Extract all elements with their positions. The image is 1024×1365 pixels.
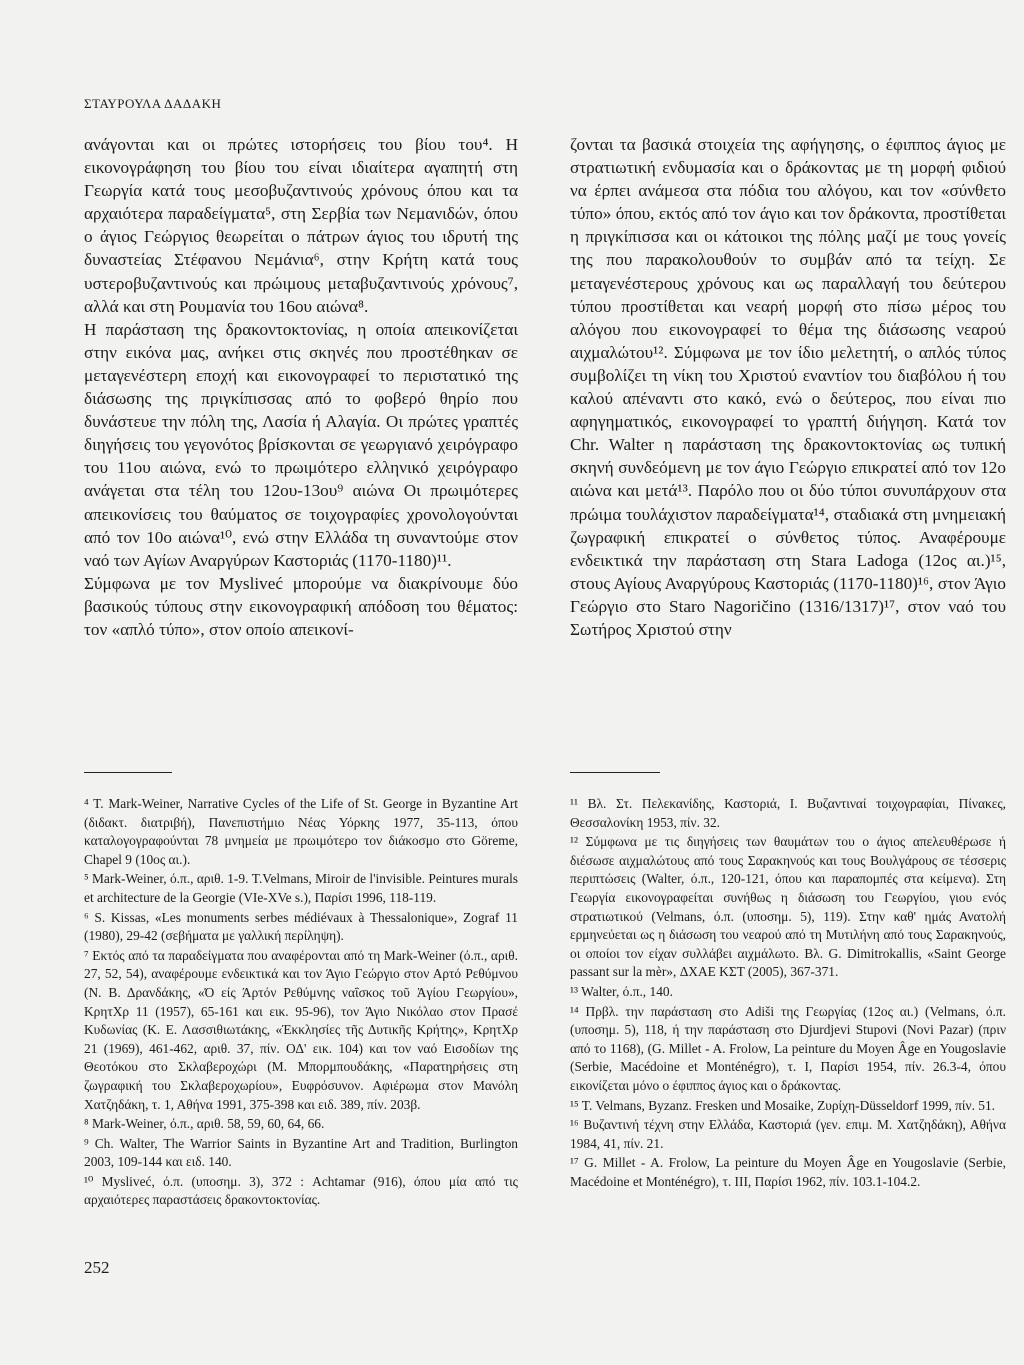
paragraph: ζονται τα βασικά στοιχεία της αφήγησης, ο έφιππος άγιος με στρατιωτική ενδυμασία και ο δράκοντας με τη μορφή φιδιού να έρπει ανάμεσα στα πόδια του αλόγου, και τον «σύνθετο τύπο» όπου, εκτός από τον άγιο και τον δράκοντα, προστίθεται η πριγκίπισσα και οι κάτοικοι της πόλης μαζί με τους γονείς της που παρακολουθούν το συμβάν από τα τείχη. Σε μεταγενέστερους χρόνους και ως παραλλαγή του δεύτερου τύπου προστίθεται και νεαρή μορφή στο πίσω μέρος του αλόγου που εικονογραφεί το θέμα της διάσωσης νεαρού αιχμαλώτου¹². Σύμφωνα με τον ίδιο μελετητή, ο απλός τύπος συμβολίζει τη νίκη του Χριστού εναντίον του διαβόλου ή του καλού απέναντι στο κακό, ενώ ο δεύτερος, που είναι πιο αφηγηματικός, εικονογραφεί το γραπτή διήγηση. Κατά τον Chr. Walter η παράσταση της δρακοντοκτονίας ως τυπική σκηνή συνδεόμενη με τον άγιο Γεώργιο επικρατεί από τον 12ο αιώνα και μετά¹³. Παρόλο που οι δύο τύποι συνυπάρχουν στα πρώιμα τουλάχιστον παραδείγματα¹⁴, σταδιακά στη μνημειακή ζωγραφική επικρατεί ο σύνθετος τύπος. Αναφέρουμε ενδεικτικά την παράσταση στη Stara Ladoga (12ος αι.)¹⁵, στους Αγίους Αναργύρους Καστοριάς (1170-1180)¹⁶, στον Άγιο Γεώργιο στο Staro Nagoričino (1316/1317)¹⁷, στον ναό του Σωτήρος Χριστού στην [570,135,1006,639]
footnote: ¹² Σύμφωνα με τις διηγήσεις των θαυμάτων του ο άγιος απελευθέρωσε ή διέσωσε αιχμαλώτους από τους Σαρακηνούς και τους Βουλγάρους σε τέσσερις περιπτώσεις (Walter, ό.π., 120-121, όπου και παραπομπές στα κείμενα). Στη Γεωργία εικονογραφείται συνήθως η διάσωση του Γεωργίου, γιου ενός στρατιωτικού (Velmans, ό.π. (υποσημ. 5), 119). Στην καθ' ημάς Ανατολή ερμηνεύεται ως η διάσωση του νεαρού από τη Μυτιλήνη από τους Σαρακηνούς, οι οποίοι τον είχαν συλλάβει αιχμάλωτο. Βλ. G. Dimitrokallis, «Saint George passant sur la mèr», ΔΧΑΕ ΚΣΤ (2005), 367-371. [570,834,1006,980]
footnotes-right [570,795,1006,1192]
body-column-right [570,133,1006,641]
paragraph: ανάγονται και οι πρώτες ιστορήσεις του βίου του⁴. Η εικονογράφηση του βίου του είναι ιδιαίτερα αγαπητή στη Γεωργία κατά τους μεσοβυζαντινούς χρόνους όπου και τα αρχαιότερα παραδείγματα⁵, στη Σερβία των Νεμανιδών, όπου ο άγιος Γεώργιος θεωρείται ο πάτρων άγιος του ιδρυτή της δυναστείας Στέφανου Νεμάνια⁶, στην Κρήτη κατά τους υστεροβυζαντινούς και πρώιμους μεταβυζαντινούς χρόνους⁷, αλλά και στη Ρουμανία του 16ου αιώνα⁸. [84,135,518,316]
footnotes-left [84,795,518,1211]
running-head: ΣΤΑΥΡΟΥΛΑ ΔΑΔΑΚΗ [84,96,222,111]
footnote: ⁹ Ch. Walter, The Warrior Saints in Byzantine Art and Tradition, Burlington 2003, 109-144 και ειδ. 140. [84,1135,518,1170]
footnote: ¹¹ Βλ. Στ. Πελεκανίδης, Καστοριά, Ι. Βυζαντιναί τοιχογραφίαι, Πίνακες, Θεσσαλονίκη 1953, πίν. 32. [570,796,1006,830]
footnote: ⁴ T. Mark-Weiner, Narrative Cycles of the Life of St. George in Byzantine Art (διδακτ. διατριβή), Πανεπιστήμιο Νέας Υόρκης 1977, 35-113, όπου καταλογογραφούνται 78 μνημεία με πρωιμότερο τον διάκοσμο στο Göreme, Chapel 9 (10ος αι.). [84,796,518,867]
footnote: ¹⁰ Mysliveć, ό.π. (υποσημ. 3), 372 : Achtamar (916), όπου μία από τις αρχαιότερες παραστάσεις δρακοντοκτονίας. [84,1173,518,1208]
footnote: ¹⁶ Βυζαντινή τέχνη στην Ελλάδα, Καστοριά (γεν. επιμ. Μ. Χατζηδάκη), Αθήνα 1984, 41, πίν. 21. [570,1117,1006,1151]
footnote: ⁵ Mark-Weiner, ό.π., αριθ. 1-9. T.Velmans, Miroir de l'invisible. Peintures murals et architecture de la Georgie (VIe-XVe s.), Παρίσι 1996, 118-119. [84,871,518,905]
footnote: ¹³ Walter, ό.π., 140. [570,983,673,999]
footnote: ¹⁴ Πρβλ. την παράσταση στο Adiši της Γεωργίας (12ος αι.) (Velmans, ό.π. (υποσημ. 5), 118, ή την παράσταση στο Djurdjevi Stupovi (Novi Pazar) (πριν από το 1168), (G. Millet - A. Frolow, La peinture du Moyen Âge en Yougoslavie (Serbie, Macédoine et Monténégro), τ. Ι, Παρίσι 1954, πίν. 26.3-4, όπου εικονίζεται μόνο ο έφιππος άγιος και ο δράκοντας. [570,1003,1006,1093]
paragraph: Σύμφωνα με τον Mysliveć μπορούμε να διακρίνουμε δύο βασικούς τύπους στην εικονογραφική απόδοση του θέματος: τον «απλό τύπο», στον οποίο απεικονί- [84,573,518,639]
body-column-left [84,133,518,641]
footnote-rule [570,772,660,773]
footnote: ⁷ Εκτός από τα παραδείγματα που αναφέρονται από τη Mark-Weiner (ό.π., αριθ. 27, 52, 54), αναφέρουμε ενδεικτικά και τον Άγιο Γεώργιο στον Αρτό Ρεθύμνου (Ν. Β. Δρανδάκης, «Ό είς Άρτόν Ρεθύμνης ναΐσκος τοῦ Ἁγίου Γεωργίου», ΚρητΧρ 11 (1957), 65-161 και εικ. 95-96), τον Άγιο Νικόλαο στον Πρασέ Κυδωνίας (Κ. Ε. Λασσιθιωτάκης, «Έκκλησίες τῆς Δυτικῆς Κρήτης», ΚρητΧρ 21 (1969), 461-462, αριθ. 37, πίν. ΟΔ' εικ. 104) και τον ναό Εισοδίων της Θεοτόκου στο Σκλαβεροχώρι (Μ. Μπορμπουδάκης, «Παρατηρήσεις στη ζωγραφική του Σκλαβεροχωρίου», Ευφρόσυνον. Αφιέρωμα στον Μανόλη Χατζηδάκη, τ. 1, Αθήνα 1991, 375-398 και ειδ. 389, πίν. 203β. [84,947,518,1112]
footnote: ¹⁷ G. Millet - A. Frolow, La peinture du Moyen Âge en Yougoslavie (Serbie, Macédoine et Monténégro), τ. ΙΙΙ, Παρίσι 1962, πίν. 103.1-104.2. [570,1155,1006,1189]
paragraph: Η παράσταση της δρακοντοκτονίας, η οποία απεικονίζεται στην εικόνα μας, ανήκει στις σκηνές που προστέθηκαν σε μεταγενέστερη εποχή και εικονογραφεί το περιστατικό της διάσωσης της πριγκίπισσας από το φοβερό θηρίο που δυνάστευε την πόλη της, Λασία ή Αλαγία. Οι πρώτες γραπτές διηγήσεις του γεγονότος βρίσκονται σε γεωργιανό χειρόγραφο του 11ου αιώνα, ενώ το πρωιμότερο ελληνικό χειρόγραφο ανάγεται στα τέλη του 12ου-13ου⁹ αιώνα Οι πρωιμότερες απεικονίσεις του θαύματος σε τοιχογραφίες χρονολογούνται από τον 10ο αιώνα¹⁰, ενώ στην Ελλάδα τη συναντούμε στον ναό των Αγίων Αναργύρων Καστοριάς (1170-1180)¹¹. [84,319,518,570]
footnote-rule [84,772,172,773]
footnote: ⁶ S. Kissas, «Les monuments serbes médiévaux à Thessalonique», Zograf 11 (1980), 29-42 (σεβήματα με γαλλική περίληψη). [84,909,518,944]
footnote: ⁸ Mark-Weiner, ό.π., αριθ. 58, 59, 60, 64, 66. [84,1116,325,1132]
page-number: 252 [84,1258,110,1277]
footnote: ¹⁵ T. Velmans, Byzanz. Fresken und Mosaike, Ζυρίχη-Düsseldorf 1999, πίν. 51. [570,1097,996,1113]
